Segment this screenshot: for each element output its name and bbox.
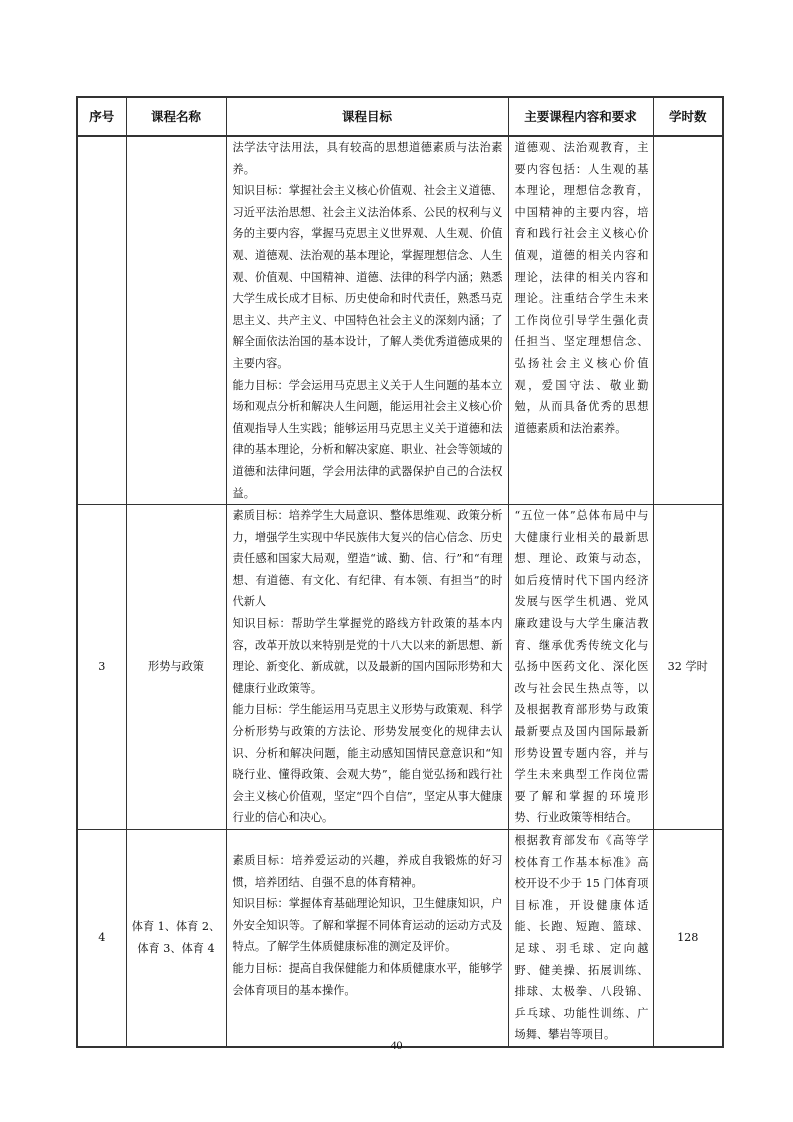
row-course-goals [226, 830, 508, 1047]
table-row [77, 830, 723, 1047]
course-table [76, 96, 724, 1048]
row-course-goals [226, 136, 508, 505]
row-course-name: 体育 1、体育 2、体育 3、体育 4 [126, 830, 226, 1047]
goal-paragraph: 能力目标：学生能运用马克思主义形势与政策观、科学分析形势与政策的方法论、形势发展变化的规律去认识、分析和解决问题，能主动感知国情民意意识和“知晓行业、懂得政策、会观大势”，能自觉弘扬和践行社会主义核心价值观，坚定“四个自信”，坚定从事大健康行业的信心和决心。 [232, 703, 503, 825]
header-index: 序号 [77, 97, 126, 136]
row-hours: 128 [653, 830, 723, 1047]
header-hours: 学时数 [653, 97, 723, 136]
header-course-content: 主要课程内容和要求 [508, 97, 653, 136]
goal-paragraph: 法学法守法用法，具有较高的思想道德素质与法治素养。 [232, 141, 503, 176]
goal-paragraph: 能力目标：提高自我保健能力和体质健康水平，能够学会体育项目的基本操作。 [232, 961, 503, 997]
row-course-name: 形势与政策 [126, 505, 226, 830]
goal-paragraph: 素质目标：培养学生大局意识、整体思维观、政策分析力，增强学生实现中华民族伟大复兴的信心信念、历史责任感和国家大局观，塑造“诚、勤、信、行”和“有理想、有道德、有文化、有纪律、有本领、有担当”的时代新人 [232, 509, 503, 609]
row-course-content: 根据教育部发布《高等学校体育工作基本标准》高校开设不少于 15 门体育项目标准，开设健康体适能、长跑、短跑、篮球、足球、羽毛球、定向越野、健美操、拓展训练、排球、太极拳、八段锦、乒乓球、功能性训练、广场舞、攀岩等项目。 [508, 830, 653, 1047]
row-course-content: 道德观、法治观教育，主要内容包括：人生观的基本理论，理想信念教育，中国精神的主要内容，培育和践行社会主义核心价值观，道德的相关内容和理论，法律的相关内容和理论。注重结合学生未来工作岗位引导学生强化责任担当、坚定理想信念、弘扬社会主义核心价值观，爱国守法、敬业勤勉，从而具备优秀的思想道德素质和法治素养。 [508, 136, 653, 505]
row-index: 3 [77, 505, 126, 830]
header-course-name: 课程名称 [126, 97, 226, 136]
row-hours: 32 学时 [653, 505, 723, 830]
goal-paragraph: 知识目标：掌握社会主义核心价值观、社会主义道德、习近平法治思想、社会主义法治体系、公民的权利与义务的主要内容，掌握马克思主义世界观、人生观、价值观、道德观、法治观的基本理论，掌握理想信念、人生观、价值观、中国精神、道德、法律的科学内涵；熟悉大学生成长成才目标、历史使命和时代责任，熟悉马克思主义、共产主义、中国特色社会主义的深刻内涵；了解全面依法治国的基本设计，了解人类优秀道德成果的主要内容。 [232, 184, 503, 370]
row-hours [653, 136, 723, 505]
row-course-goals [226, 505, 508, 830]
goal-paragraph: 能力目标：学会运用马克思主义关于人生问题的基本立场和观点分析和解决人生问题，能运用社会主义核心价值观指导人生实践；能够运用马克思主义关于道德和法律的基本理论，分析和解决家庭、职业、社会等领域的道德和法律问题，学会用法律的武器保护自己的合法权益。 [232, 378, 503, 500]
row-index [77, 136, 126, 505]
row-course-content: “五位一体”总体布局中与大健康行业相关的最新思想、理论、政策与动态，如后疫情时代下国内经济发展与医学生机遇、党风廉政建设与大学生廉洁教育、继承优秀传统文化与弘扬中医药文化、深化医改与社会民生热点等，以及根据教育部形势与政策最新要点及国内国际最新形势设置专题内容，并与学生未来典型工作岗位需要了解和掌握的环境形势、行业政策等相结合。 [508, 505, 653, 830]
goal-paragraph: 知识目标：帮助学生掌握党的路线方针政策的基本内容，改革开放以来特别是党的十八大以来的新思想、新理论、新变化、新成就，以及最新的国内国际形势和大健康行业政策等。 [232, 617, 503, 695]
page-number: 40 [390, 1038, 403, 1052]
table-row [77, 136, 723, 505]
row-course-name [126, 136, 226, 505]
header-course-goals: 课程目标 [226, 97, 508, 136]
goal-paragraph: 知识目标：掌握体育基础理论知识，卫生健康知识，户外安全知识等。了解和掌握不同体育运动的运动方式及特点。了解学生体质健康标准的测定及评价。 [232, 897, 503, 954]
row-index: 4 [77, 830, 126, 1047]
table-header-row [77, 97, 723, 136]
table-row [77, 505, 723, 830]
goal-paragraph: 素质目标：培养爱运动的兴趣，养成自我锻炼的好习惯，培养团结、自强不息的体育精神。 [232, 854, 503, 889]
